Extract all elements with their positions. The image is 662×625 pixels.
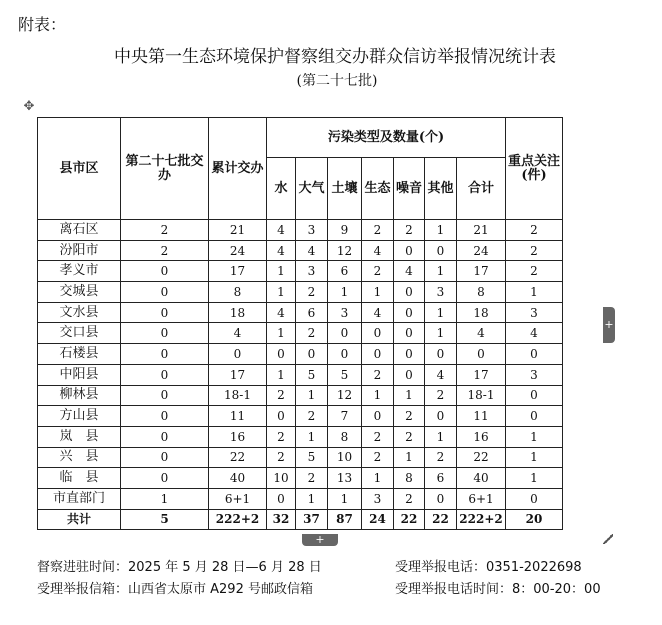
cell-soil: 8 bbox=[328, 426, 362, 447]
cell-subtotal: 17 bbox=[457, 261, 506, 282]
cell-county: 文水县 bbox=[38, 302, 121, 323]
cell-cumulative: 22 bbox=[209, 447, 267, 468]
header-air: 大气 bbox=[296, 158, 328, 220]
cell-focus: 2 bbox=[506, 240, 563, 261]
cell-noise: 0 bbox=[394, 364, 425, 385]
cell-subtotal: 16 bbox=[457, 426, 506, 447]
header-soil: 土壤 bbox=[328, 158, 362, 220]
table-row bbox=[38, 364, 563, 385]
header-pollution-types: 污染类型及数量(个) bbox=[267, 118, 506, 158]
cell-county: 石楼县 bbox=[38, 344, 121, 365]
header-cumulative-assigned: 累计交办 bbox=[209, 118, 267, 220]
table-row bbox=[38, 220, 563, 241]
cell-noise: 2 bbox=[394, 426, 425, 447]
cell-noise: 2 bbox=[394, 488, 425, 509]
cell-soil: 1 bbox=[328, 282, 362, 303]
cell-other: 4 bbox=[425, 364, 457, 385]
cell-ecology: 4 bbox=[362, 240, 394, 261]
cell-cumulative: 21 bbox=[209, 220, 267, 241]
cell-subtotal: 22 bbox=[457, 447, 506, 468]
cell-county: 中阳县 bbox=[38, 364, 121, 385]
table-row bbox=[38, 426, 563, 447]
total-air: 37 bbox=[296, 509, 328, 530]
cell-county: 汾阳市 bbox=[38, 240, 121, 261]
cell-other: 3 bbox=[425, 282, 457, 303]
cell-ecology: 2 bbox=[362, 364, 394, 385]
cell-cumulative: 4 bbox=[209, 323, 267, 344]
cell-air: 5 bbox=[296, 364, 328, 385]
cell-ecology: 2 bbox=[362, 447, 394, 468]
cell-subtotal: 18 bbox=[457, 302, 506, 323]
cell-subtotal: 6+1 bbox=[457, 488, 506, 509]
cell-other: 1 bbox=[425, 426, 457, 447]
header-ecology: 生态 bbox=[362, 158, 394, 220]
statistics-table bbox=[37, 117, 563, 530]
cell-cumulative: 18-1 bbox=[209, 385, 267, 406]
total-county: 共计 bbox=[38, 509, 121, 530]
cell-focus: 0 bbox=[506, 385, 563, 406]
cell-air: 5 bbox=[296, 447, 328, 468]
cell-other: 0 bbox=[425, 240, 457, 261]
header-other: 其他 bbox=[425, 158, 457, 220]
cell-cumulative: 0 bbox=[209, 344, 267, 365]
cell-subtotal: 8 bbox=[457, 282, 506, 303]
cell-other: 1 bbox=[425, 302, 457, 323]
cell-noise: 0 bbox=[394, 282, 425, 303]
header-batch-assigned: 第二十七批交办 bbox=[121, 118, 209, 220]
total-row bbox=[38, 509, 563, 530]
cell-batch: 2 bbox=[121, 220, 209, 241]
report-phone: 受理举报电话：0351-2022698 bbox=[395, 560, 582, 575]
cell-water: 2 bbox=[267, 385, 296, 406]
cell-water: 10 bbox=[267, 468, 296, 489]
cell-batch: 0 bbox=[121, 385, 209, 406]
cell-air: 2 bbox=[296, 323, 328, 344]
cell-air: 1 bbox=[296, 488, 328, 509]
cell-cumulative: 11 bbox=[209, 406, 267, 427]
table-body bbox=[38, 220, 563, 530]
cell-water: 1 bbox=[267, 364, 296, 385]
cell-ecology: 0 bbox=[362, 344, 394, 365]
total-cumulative: 222+2 bbox=[209, 509, 267, 530]
cell-ecology: 2 bbox=[362, 426, 394, 447]
cell-ecology: 3 bbox=[362, 488, 394, 509]
cell-ecology: 4 bbox=[362, 302, 394, 323]
cell-water: 0 bbox=[267, 488, 296, 509]
cell-soil: 0 bbox=[328, 323, 362, 344]
cell-cumulative: 24 bbox=[209, 240, 267, 261]
cell-subtotal: 0 bbox=[457, 344, 506, 365]
cell-other: 6 bbox=[425, 468, 457, 489]
table-row bbox=[38, 344, 563, 365]
table-row bbox=[38, 323, 563, 344]
cell-batch: 0 bbox=[121, 344, 209, 365]
cell-other: 0 bbox=[425, 488, 457, 509]
inspection-period: 督察进驻时间：2025 年 5 月 28 日—6 月 28 日 bbox=[37, 560, 322, 575]
cell-cumulative: 18 bbox=[209, 302, 267, 323]
cell-soil: 12 bbox=[328, 240, 362, 261]
cell-county: 市直部门 bbox=[38, 488, 121, 509]
cell-focus: 2 bbox=[506, 261, 563, 282]
total-ecology: 24 bbox=[362, 509, 394, 530]
cell-soil: 6 bbox=[328, 261, 362, 282]
cell-focus: 1 bbox=[506, 447, 563, 468]
cell-soil: 10 bbox=[328, 447, 362, 468]
cell-noise: 0 bbox=[394, 302, 425, 323]
cell-focus: 1 bbox=[506, 468, 563, 489]
cell-noise: 0 bbox=[394, 344, 425, 365]
cell-subtotal: 21 bbox=[457, 220, 506, 241]
table-row bbox=[38, 468, 563, 489]
header-water: 水 bbox=[267, 158, 296, 220]
cell-county: 交口县 bbox=[38, 323, 121, 344]
cell-county: 临 县 bbox=[38, 468, 121, 489]
cell-air: 2 bbox=[296, 282, 328, 303]
cell-batch: 0 bbox=[121, 468, 209, 489]
cell-ecology: 1 bbox=[362, 385, 394, 406]
cell-water: 4 bbox=[267, 220, 296, 241]
cell-ecology: 0 bbox=[362, 406, 394, 427]
cell-county: 孝义市 bbox=[38, 261, 121, 282]
cell-other: 1 bbox=[425, 323, 457, 344]
cell-cumulative: 8 bbox=[209, 282, 267, 303]
cell-ecology: 1 bbox=[362, 468, 394, 489]
statistics-table-wrapper bbox=[37, 117, 563, 530]
cell-cumulative: 17 bbox=[209, 364, 267, 385]
cell-noise: 2 bbox=[394, 220, 425, 241]
cell-batch: 0 bbox=[121, 323, 209, 344]
total-focus: 20 bbox=[506, 509, 563, 530]
cell-water: 1 bbox=[267, 323, 296, 344]
page-title: 中央第一生态环境保护督察组交办群众信访举报情况统计表 bbox=[114, 47, 556, 67]
cell-noise: 1 bbox=[394, 447, 425, 468]
cell-batch: 0 bbox=[121, 261, 209, 282]
cell-other: 1 bbox=[425, 220, 457, 241]
cell-noise: 8 bbox=[394, 468, 425, 489]
page-subtitle: (第二十七批) bbox=[296, 73, 378, 89]
cell-subtotal: 24 bbox=[457, 240, 506, 261]
cell-subtotal: 17 bbox=[457, 364, 506, 385]
total-batch: 5 bbox=[121, 509, 209, 530]
cell-focus: 1 bbox=[506, 426, 563, 447]
cell-water: 4 bbox=[267, 302, 296, 323]
cell-noise: 1 bbox=[394, 385, 425, 406]
cell-water: 2 bbox=[267, 447, 296, 468]
resize-handle-icon[interactable] bbox=[603, 534, 613, 544]
cell-cumulative: 16 bbox=[209, 426, 267, 447]
cell-batch: 0 bbox=[121, 364, 209, 385]
total-water: 32 bbox=[267, 509, 296, 530]
cell-batch: 0 bbox=[121, 426, 209, 447]
cell-soil: 12 bbox=[328, 385, 362, 406]
cell-focus: 3 bbox=[506, 302, 563, 323]
cell-focus: 4 bbox=[506, 323, 563, 344]
header-subtotal: 合计 bbox=[457, 158, 506, 220]
cell-soil: 3 bbox=[328, 302, 362, 323]
cell-other: 1 bbox=[425, 261, 457, 282]
cell-batch: 1 bbox=[121, 488, 209, 509]
cell-county: 柳林县 bbox=[38, 385, 121, 406]
report-phone-hours: 受理举报电话时间：8：00-20：00 bbox=[395, 582, 601, 597]
cell-water: 0 bbox=[267, 344, 296, 365]
cell-batch: 0 bbox=[121, 447, 209, 468]
cell-air: 2 bbox=[296, 468, 328, 489]
table-row bbox=[38, 488, 563, 509]
table-row bbox=[38, 385, 563, 406]
cell-ecology: 2 bbox=[362, 220, 394, 241]
cell-focus: 2 bbox=[506, 220, 563, 241]
cell-soil: 0 bbox=[328, 344, 362, 365]
cell-county: 兴 县 bbox=[38, 447, 121, 468]
cell-county: 岚 县 bbox=[38, 426, 121, 447]
cell-other: 0 bbox=[425, 344, 457, 365]
cell-water: 0 bbox=[267, 406, 296, 427]
cell-county: 方山县 bbox=[38, 406, 121, 427]
cell-batch: 0 bbox=[121, 282, 209, 303]
cell-noise: 0 bbox=[394, 240, 425, 261]
table-row bbox=[38, 406, 563, 427]
cell-focus: 1 bbox=[506, 282, 563, 303]
table-row bbox=[38, 240, 563, 261]
cell-cumulative: 40 bbox=[209, 468, 267, 489]
cell-ecology: 2 bbox=[362, 261, 394, 282]
cell-subtotal: 18-1 bbox=[457, 385, 506, 406]
table-row bbox=[38, 302, 563, 323]
cell-other: 2 bbox=[425, 385, 457, 406]
total-soil: 87 bbox=[328, 509, 362, 530]
cell-subtotal: 4 bbox=[457, 323, 506, 344]
cell-county: 交城县 bbox=[38, 282, 121, 303]
cell-water: 1 bbox=[267, 261, 296, 282]
cell-air: 1 bbox=[296, 426, 328, 447]
header-noise: 噪音 bbox=[394, 158, 425, 220]
cell-air: 1 bbox=[296, 385, 328, 406]
cell-other: 2 bbox=[425, 447, 457, 468]
add-row-plus-icon[interactable]: + bbox=[302, 534, 338, 546]
cell-air: 6 bbox=[296, 302, 328, 323]
cell-air: 2 bbox=[296, 406, 328, 427]
cell-batch: 0 bbox=[121, 302, 209, 323]
cell-soil: 13 bbox=[328, 468, 362, 489]
cell-air: 0 bbox=[296, 344, 328, 365]
cell-focus: 0 bbox=[506, 344, 563, 365]
table-row bbox=[38, 282, 563, 303]
cell-soil: 9 bbox=[328, 220, 362, 241]
table-row bbox=[38, 261, 563, 282]
total-subtotal: 222+2 bbox=[457, 509, 506, 530]
cell-soil: 1 bbox=[328, 488, 362, 509]
cell-air: 3 bbox=[296, 220, 328, 241]
cell-batch: 2 bbox=[121, 240, 209, 261]
cell-air: 3 bbox=[296, 261, 328, 282]
cell-ecology: 0 bbox=[362, 323, 394, 344]
cell-focus: 0 bbox=[506, 488, 563, 509]
appendix-label: 附表： bbox=[18, 15, 67, 34]
cell-soil: 7 bbox=[328, 406, 362, 427]
cell-county: 离石区 bbox=[38, 220, 121, 241]
cell-cumulative: 6+1 bbox=[209, 488, 267, 509]
cell-noise: 2 bbox=[394, 406, 425, 427]
header-county: 县市区 bbox=[38, 118, 121, 220]
add-column-plus-icon[interactable]: + bbox=[603, 307, 615, 343]
cell-ecology: 1 bbox=[362, 282, 394, 303]
move-handle-icon[interactable]: ✥ bbox=[23, 99, 35, 114]
cell-subtotal: 11 bbox=[457, 406, 506, 427]
cell-water: 4 bbox=[267, 240, 296, 261]
cell-noise: 0 bbox=[394, 323, 425, 344]
total-other: 22 bbox=[425, 509, 457, 530]
cell-focus: 0 bbox=[506, 406, 563, 427]
cell-soil: 5 bbox=[328, 364, 362, 385]
total-noise: 22 bbox=[394, 509, 425, 530]
cell-cumulative: 17 bbox=[209, 261, 267, 282]
cell-water: 2 bbox=[267, 426, 296, 447]
cell-water: 1 bbox=[267, 282, 296, 303]
report-mailbox: 受理举报信箱：山西省太原市 A292 号邮政信箱 bbox=[37, 582, 313, 597]
cell-other: 0 bbox=[425, 406, 457, 427]
header-key-focus: 重点关注(件) bbox=[506, 118, 563, 220]
table-row bbox=[38, 447, 563, 468]
cell-subtotal: 40 bbox=[457, 468, 506, 489]
cell-noise: 4 bbox=[394, 261, 425, 282]
cell-focus: 3 bbox=[506, 364, 563, 385]
cell-batch: 0 bbox=[121, 406, 209, 427]
cell-air: 4 bbox=[296, 240, 328, 261]
